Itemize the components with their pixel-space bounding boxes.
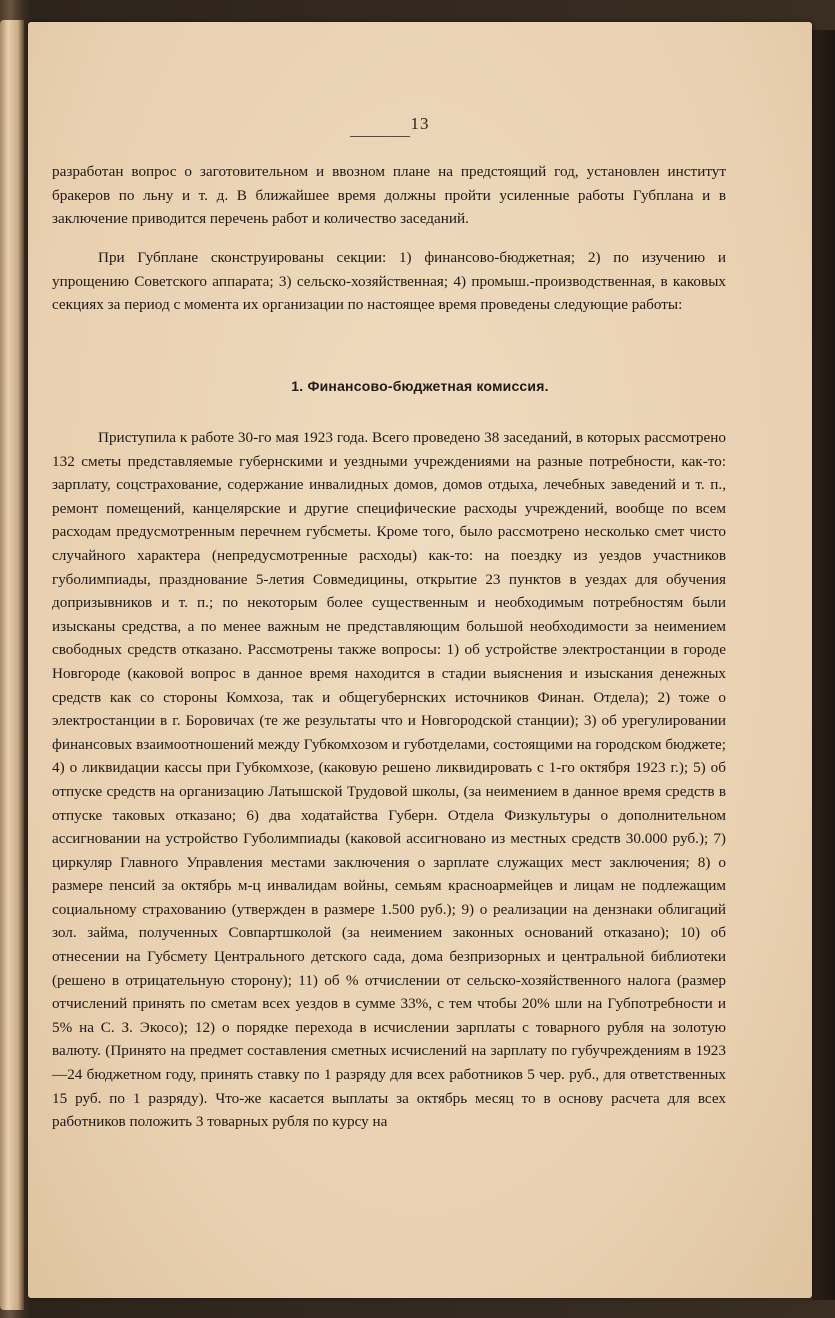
paragraph-sections [52, 246, 726, 317]
paragraph-2: При Губплане сконструированы секции: 1) финансово-бюджетная; 2) по изучению и упрощению Советского аппарата; 3) сельско-хозяйственная; 4) промыш.-производственная, в каковых секциях за период с момента их организации по настоящее время проведены следующие работы: [52, 249, 726, 314]
paragraph-1: разработан вопрос о заготовительном и ввозном плане на предстоящий год, установлен институт бракеров по льну и т. д. В ближайшее время должны пройти усиленные работы Губплана и в заключение приводится перечень работ и количество заседаний. [52, 163, 726, 228]
paragraph-continuation [52, 160, 726, 231]
previous-page-edge [0, 20, 24, 1310]
paragraph-commission-work [52, 426, 726, 1134]
page-sheet [28, 22, 812, 1298]
page-number-underline [350, 136, 410, 137]
binding-shadow [812, 30, 835, 1300]
paragraph-3: Приступила к работе 30-го мая 1923 года. Всего проведено 38 заседаний, в которых рассмотрено 132 сметы представляемые губернскими и уездными учреждениями на разные потребности, как-то: зарплату, соцстрахование, содержание инвалидных домов, домов отдыха, лечебных заведений и т. п., ремонт помещений, канцелярские и другие специфические расходы учреждений, вообще по всем расходам предусмотренным перечнем губсметы. Кроме того, было рассмотрено несколько смет чисто случайного характера (непредусмотренные расходы) как-то: на поездку из уездов участников губолимпиады, празднование 5-летия Совмедицины, открытие 23 пунктов в уездах для обучения допризывников и т. п.; по некоторым более существенным и необходимым потребностям были изысканы средства, а по менее важным не представляющим большой необходимости за неимением свободных средств отказано. Рассмотрены также вопросы: 1) об устройстве электростанции в городе Новгороде (каковой вопрос в данное время находится в стадии выяснения и изыскания денежных средств как со стороны Комхоза, так и общегубернских источников Финан. Отдела); 2) тоже о электростанции в г. Боровичах (те же результаты что и Новгородской станции); 3) об урегулировании финансовых взаимоотношений между Губкомхозом и губотделами, состоящими на городском бюджете; 4) о ликвидации кассы при Губкомхозе, (каковую решено ликвидировать с 1-го октября 1923 г.); 5) об отпуске средств на организацию Латышской Трудовой школы, (за неимением в данное время средств в отпуске таковых отказано; 6) два ходатайства Губерн. Отдела Физкультуры о дополнительном ассигновании на устройство Губолимпиады (каковой ассигновано из местных средств 30.000 руб.); 7) циркуляр Главного Управления местами заключения о зарплате служащих мест заключения; 8) о размере пенсий за октябрь м-ц инвалидам войны, семьям красноармейцев и лицам не подлежащим социальному страхованию (утвержден в размере 1.500 руб.); 9) о реализации на дензнаки облигаций зол. займа, полученных Совпартшколой (за неимением законных оснований отказано); 10) об отнесении на Губсмету Центрального детского сада, дома безпризорных и центральной библиотеки (решено в отрицательную сторону); 11) об % отчислении от сельско-хозяйственного налога (размер отчислений принять по сметам всех уездов в сумме 33%, с тем чтобы 20% шли на Губпотребности и 5% на С. З. Экосо); 12) о порядке перехода в исчислении зарплаты с товарного рубля на золотую валюту. (Принято на предмет составления сметных исчислений на зарплату по губучреждениям в 1923—24 бюджетном году, принять ставку по 1 разряду для всех работников 5 чер. руб., для ответственных 15 руб. по 1 разряду). Что-же касается выплаты за октябрь месяц то в основу расчета для всех работников положить 3 товарных рубля по курсу на [52, 429, 726, 1131]
page-number: 13 [410, 114, 430, 133]
section-heading: 1. Финансово-бюджетная комиссия. [291, 378, 549, 394]
